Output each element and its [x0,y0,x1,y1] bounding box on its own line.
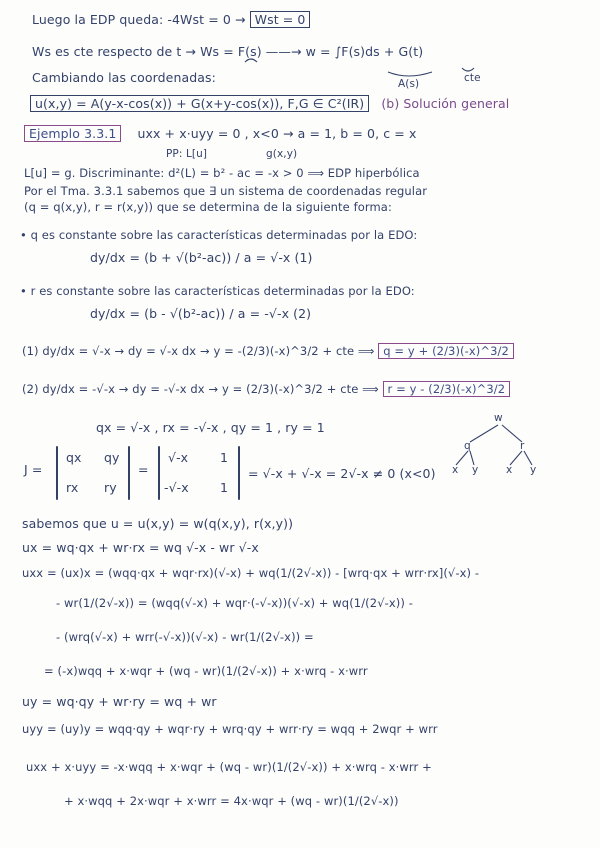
line-tma: Por el Tma. 3.3.1 sabemos que ∃ un sistema de coordenadas regular [24,184,428,198]
line-uxx-2: - wr(1/(2√-x)) = (wqq(√-x) + wqr·(-√-x))(√-x) + wq(1/(2√-x)) - [56,596,413,610]
jac-eq: = [138,462,149,477]
line-solve-2 [22,382,510,396]
line-uyy: uyy = (uy)y = wqq·qy + wqr·ry + wrq·qy + wrr·ry = wqq + 2wqr + wrr [22,722,438,736]
line-qr-forma: (q = q(x,y), r = r(x,y)) que se determina de la siguiente forma: [24,200,392,214]
det-bar-left-1 [56,446,58,500]
note-cte: cte [464,72,481,84]
line-discriminante: L[u] = g. Discriminante: d²(L) = b² - ac = -x > 0 ⟹ EDP hiperbólica [24,166,420,180]
tree-r: r [520,440,525,452]
jac-rx: rx [66,480,79,495]
tree-q: q [464,440,471,452]
line-ejemplo [24,126,416,141]
line-edo-1: dy/dx = (b + √(b²-ac)) / a = √-x (1) [90,250,313,265]
text-solve-2: (2) dy/dx = -√-x → dy = -√-x dx → y = (2/3)(-x)^3/2 + cte ⟹ [22,382,379,396]
line-q-constante: • q es constante sobre las características determinadas por la EDO: [20,228,418,242]
note-g-xy: g(x,y) [266,148,298,160]
boxed-r: r = y - (2/3)(-x)^3/2 [383,381,511,397]
jac-result: = √-x + √-x = 2√-x ≠ 0 (x<0) [248,466,436,481]
tree-leaf-y1: y [472,464,479,476]
tree-leaf-x2: x [506,464,513,476]
boxed-q: q = y + (2/3)(-x)^3/2 [378,343,514,359]
line-uxx-1: uxx = (ux)x = (wqq·qx + wqr·rx)(√-x) + wq(1/(2√-x)) - [wrq·qx + wrr·rx](√-x) - [22,566,480,580]
jac-qy: qy [104,450,120,465]
note-solucion-general: (b) Solución general [381,96,510,111]
note-pp-lu: PP: L[u] [166,148,208,160]
line-derivadas: qx = √-x , rx = -√-x , qy = 1 , ry = 1 [96,420,325,435]
det-bar-left-2 [158,446,160,500]
det-bar-right-2 [238,446,240,500]
text-ejemplo-eq: uxx + x·uyy = 0 , x<0 → a = 1, b = 0, c = x [137,126,417,141]
tree-leaf-x1: x [452,464,459,476]
line-edp-queda [32,12,310,27]
jac-n11: √-x [168,450,189,465]
tree-leaf-y2: y [530,464,537,476]
line-uy: uy = wq·qy + wr·ry = wq + wr [22,694,217,709]
line-r-constante: • r es constante sobre las características determinadas por la EDO: [20,284,415,298]
boxed-wst: Wst = 0 [250,11,311,28]
line-solucion-general [30,96,509,111]
line-ws-cte: Ws es cte respecto de t → Ws = F(s) ——→ w = ∫F(s)ds + G(t) [32,44,424,59]
jacobian-label: J = [24,462,43,477]
line-sabemos: sabemos que u = u(x,y) = w(q(x,y), r(x,y)) [22,516,294,531]
text-solve-1: (1) dy/dx = √-x → dy = √-x dx → y = -(2/3)(-x)^3/2 + cte ⟹ [22,344,375,358]
line-uxx-4: = (-x)wqq + x·wqr + (wq - wr)(1/(2√-x)) + x·wrq - x·wrr [44,664,368,678]
jac-ry: ry [104,480,117,495]
note-A-s: A(s) [398,78,420,90]
line-uxx-3: - (wrq(√-x) + wrr(-√-x))(√-x) - wr(1/(2√-x)) = [56,630,314,644]
jac-qx: qx [66,450,82,465]
line-edo-2: dy/dx = (b - √(b²-ac)) / a = -√-x (2) [90,306,312,321]
line-ecuacion-2: + x·wqq + 2x·wqr + x·wrr = 4x·wqr + (wq - wr)(1/(2√-x)) [64,794,399,808]
det-bar-right-1 [128,446,130,500]
example-title: Ejemplo 3.3.1 [24,125,121,142]
jac-n22: 1 [220,480,229,495]
line-solve-1 [22,344,514,358]
jac-n21: -√-x [164,480,189,495]
line-ux: ux = wq·qx + wr·rx = wq √-x - wr √-x [22,540,259,555]
text-l1: Luego la EDP queda: -4Wst = 0 → [32,12,246,27]
jac-n12: 1 [220,450,229,465]
line-ecuacion-1: uxx + x·uyy = -x·wqq + x·wqr + (wq - wr)(1/(2√-x)) + x·wrq - x·wrr + [26,760,432,774]
line-cambiando: Cambiando las coordenadas: [32,70,216,85]
boxed-general-solution: u(x,y) = A(y-x-cos(x)) + G(x+y-cos(x)), F,G ∈ C²(IR) [30,95,369,112]
tree-w: w [494,412,503,424]
